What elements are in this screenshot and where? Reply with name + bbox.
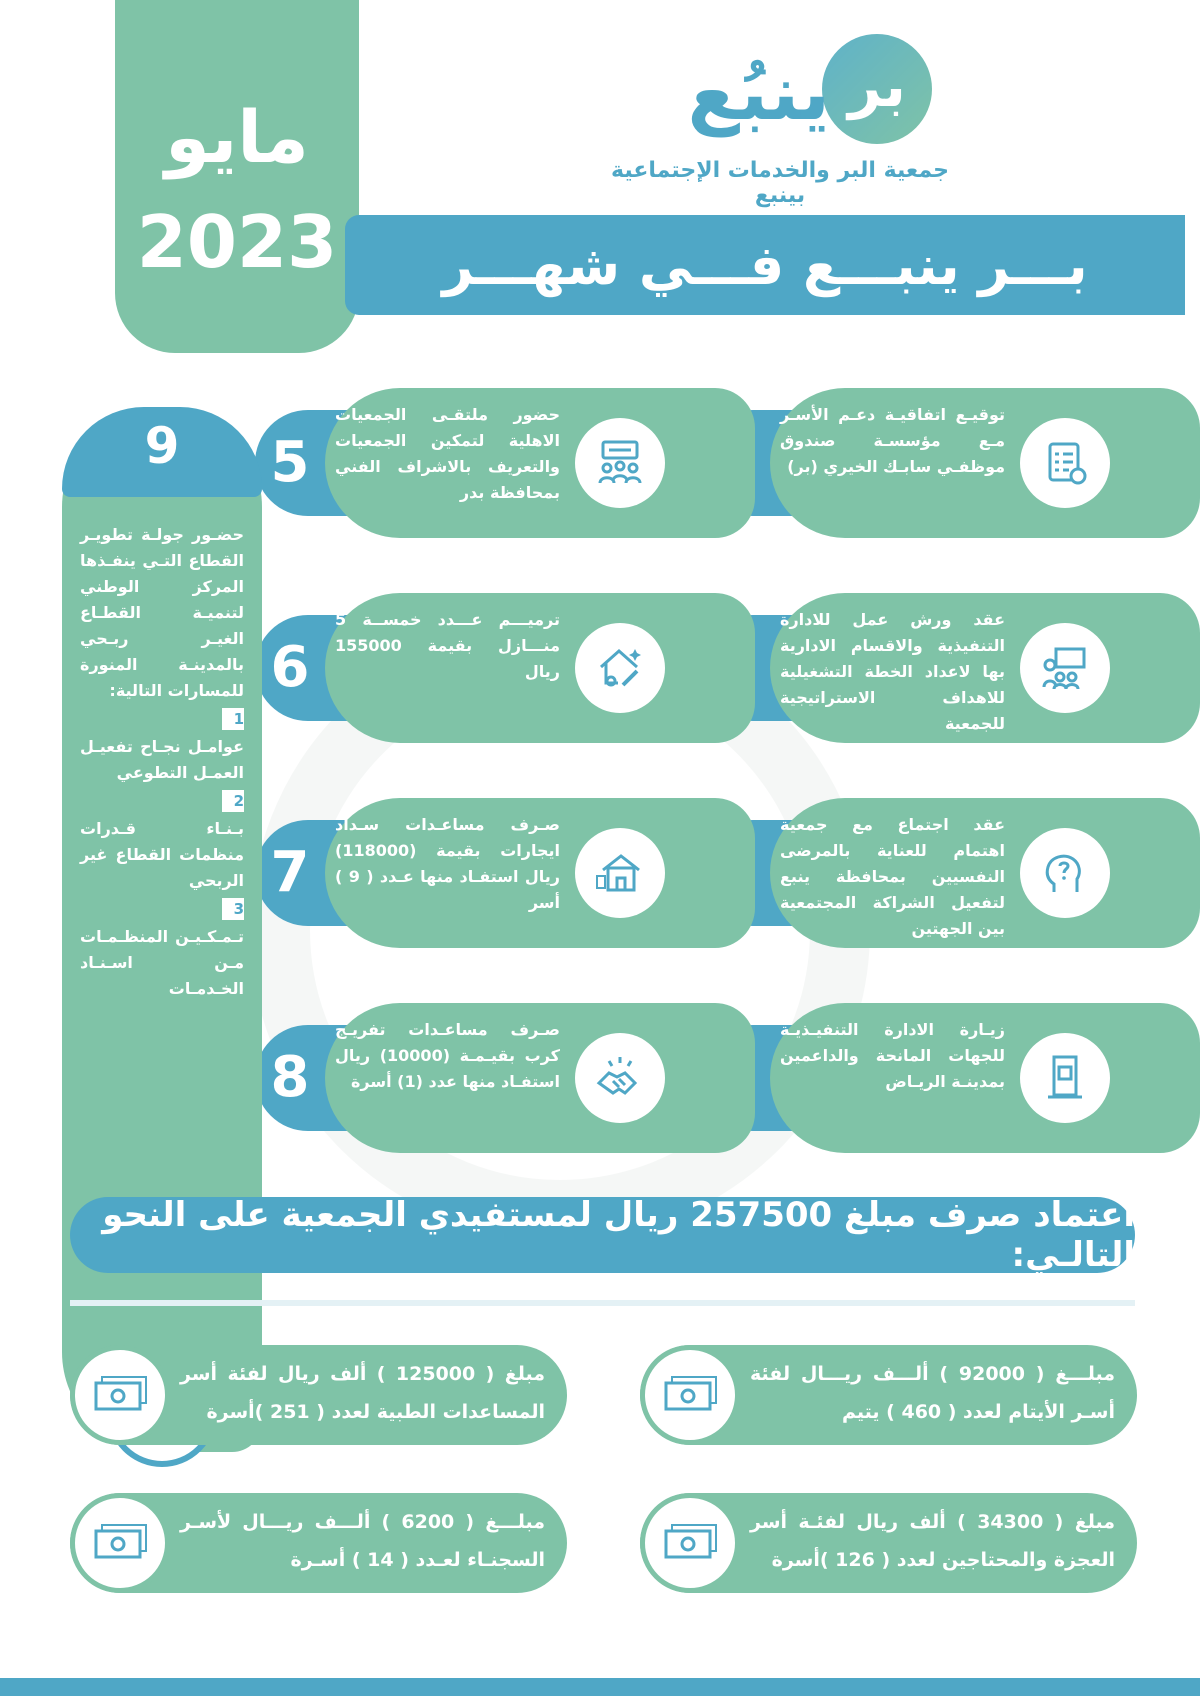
item-text: عقد ورش عمل للادارة التنفيذية والاقسام الادارية بها لاعداد الخطة التشغيلية للاهداف الاستراتيجية للجمعية <box>780 610 1005 733</box>
total-text: اعتماد صرف مبلغ 257500 ريال لمستفيدي الجمعية على النحو التالـي: <box>102 1195 1135 1275</box>
item-card-6 <box>255 593 755 743</box>
month-year: 2023 <box>136 200 338 284</box>
track-text: عوامـل نجـاح تفعيـل العمـل التطوعي <box>80 737 244 782</box>
amount-text: مبلـــغ ( 92000 ) ألـــف ريـــال لفئة أسـر الأيتام لعدد ( 460 ) يتيم <box>750 1363 1115 1423</box>
item-text: ترميـــم عـــدد خمســة 5 منـــازل بقيمة 155000 ريال <box>335 610 560 681</box>
footer-bar <box>0 1678 1200 1696</box>
item-card-5 <box>255 388 755 538</box>
item-text: توقيـع اتفاقيـة دعـم الأسـر مـع مؤسسـة صندوق موظفـي سابـك الخيري (بر) <box>780 405 1005 476</box>
title-bar <box>345 215 1185 315</box>
item-text: حضور ملتقـى الجمعيات الاهلية لتمكين الجمعيات والتعريف بالاشراف الفني بمحافظة بدر <box>335 405 560 502</box>
logo <box>610 28 950 208</box>
item-text <box>80 522 244 1002</box>
amount-text: مبلـــغ ( 6200 ) ألـــف ريـــال لأسـر السجنـاء لعـدد ( 14 ) أسـرة <box>180 1511 545 1571</box>
item-card-3 <box>700 798 1200 948</box>
house-repair-icon <box>575 623 665 713</box>
meeting-icon <box>575 418 665 508</box>
amount-card-4 <box>70 1493 567 1593</box>
track-badge: 2 <box>222 790 244 812</box>
logo-word: ينبُع <box>687 48 830 137</box>
building-icon <box>1020 1033 1110 1123</box>
item-number: 6 <box>270 635 310 700</box>
amount-text: مبلغ ( 34300 ) ألف ريال لفئـة أسر العجزة والمحتاجين لعدد ( 126 )أسرة <box>750 1511 1116 1571</box>
house-icon <box>575 828 665 918</box>
item-text: عقد اجتماع مع جمعية اهتمام للعناية بالمرضى النفسيين بمحافظة ينبع لتفعيل الشراكة المجتمعية بين الجهتين <box>780 815 1005 938</box>
amount-card-1 <box>640 1345 1137 1445</box>
month-name: مايو <box>165 95 309 179</box>
amount-card-2 <box>70 1345 567 1445</box>
cash-icon <box>70 1345 170 1445</box>
presentation-icon <box>1020 623 1110 713</box>
item9-intro: حضـور جولـة تطويـر القطاع التـي ينفـذها المركز الوطني لتنميـة القطـاع الغيـر ربـحي بالمدينـة المنورة للمسارات التالية: <box>80 525 244 700</box>
track-text: تـمـكـيـن المنظـمـات مـن اسـنـاد الخـدمـات <box>80 927 244 998</box>
head-question-icon <box>1020 828 1110 918</box>
checklist-icon <box>1020 418 1110 508</box>
amount-card-3 <box>640 1493 1137 1593</box>
month-badge <box>115 0 359 353</box>
item-number: 7 <box>270 840 310 905</box>
item-number: 5 <box>270 430 310 495</box>
divider <box>70 1300 1135 1306</box>
item-text: صـرف مساعـدات تفريـج كرب بقيـمـة (10000) ريال استفـاد منها عدد (1) أسرة <box>335 1020 560 1091</box>
track-badge: 1 <box>222 708 244 730</box>
item-card-2 <box>700 593 1200 743</box>
item-card-7 <box>255 798 755 948</box>
logo-mark: بر <box>822 34 932 144</box>
track-badge: 3 <box>222 898 244 920</box>
item-text: صـرف مساعـدات سـداد ايجارات بقيمة (118000) ريال استفـاد منها عـدد ( 9 ) أسر <box>335 815 560 912</box>
item-card-4 <box>700 1003 1200 1153</box>
item-card-1 <box>700 388 1200 538</box>
total-banner <box>70 1197 1135 1273</box>
item-number: 9 <box>144 417 180 475</box>
cash-icon <box>640 1493 740 1593</box>
cash-icon <box>640 1345 740 1445</box>
org-name: جمعية البر والخدمات الإجتماعية بينبع <box>611 158 949 208</box>
cash-icon <box>70 1493 170 1593</box>
item-card-9 <box>62 407 262 1467</box>
track-text: بـنـاء قـدرات منظمات القطاع غير الربحي <box>80 819 244 890</box>
amount-text: مبلغ ( 125000 ) ألف ريال لفئة أسر المساعدات الطبية لعدد ( 251 )أسرة <box>180 1363 546 1423</box>
item-text: زيـارة الادارة التنفيـذيـة للجهات المانحة والداعمين بمدينـة الريـاض <box>780 1020 1005 1091</box>
page-title: بـــر ينبـــع فـــي شهـــر <box>442 233 1088 297</box>
item-number: 8 <box>270 1045 310 1110</box>
handshake-icon <box>575 1033 665 1123</box>
item-card-8 <box>255 1003 755 1153</box>
